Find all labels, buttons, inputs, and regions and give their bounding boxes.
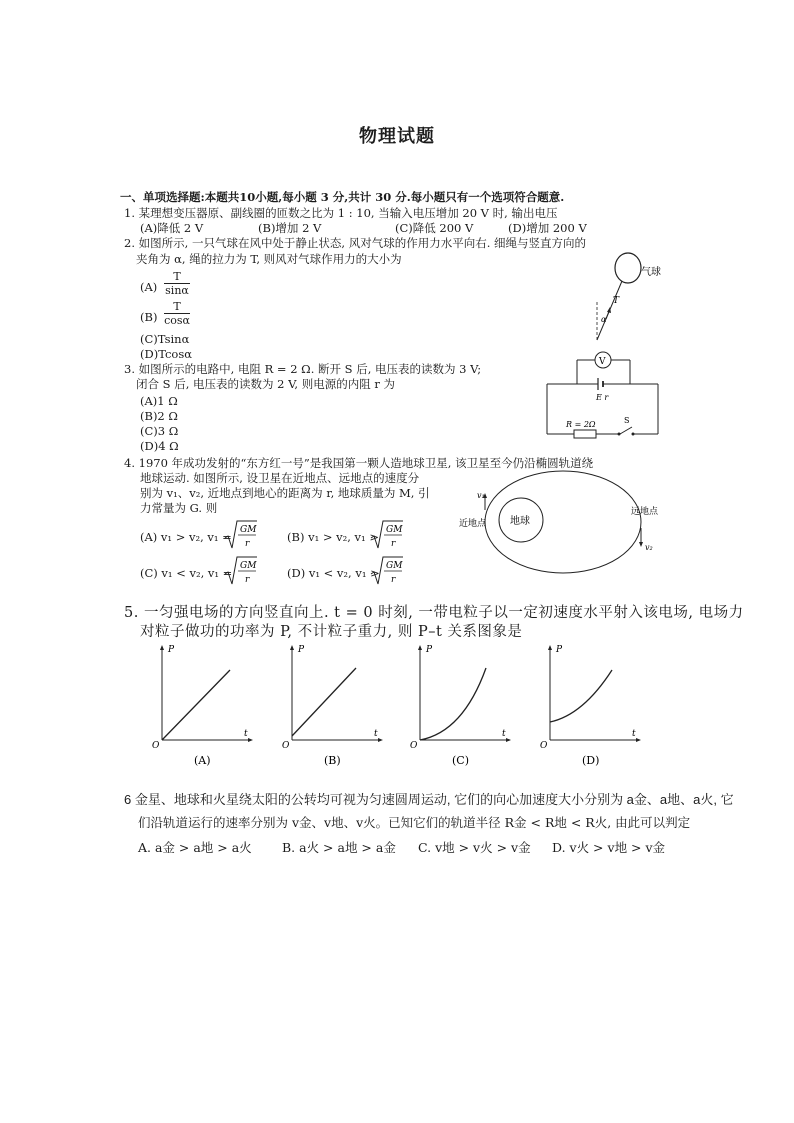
- sqrt-denominator: r: [391, 539, 396, 549]
- sqrt-icon: [370, 554, 404, 588]
- q6-stem-line1: 6 金星、地球和火星绕太阳的公转均可视为匀速圆周运动, 它们的向心加速度大小分别为 a金、a地、a火, 它: [124, 792, 734, 807]
- t-axis-label: t: [244, 729, 248, 739]
- q2-option-c: (C)Tsinα: [140, 332, 190, 346]
- q5-graph-a: [150, 640, 260, 770]
- q2-option-b-fraction: [164, 300, 190, 327]
- page-title: 物理试题: [359, 126, 435, 147]
- axis-arrow-icon: [160, 645, 164, 650]
- axis-arrow-icon: [378, 738, 383, 742]
- p-axis-label: P: [556, 645, 563, 655]
- q6-option-d: D. v火 > v地 > v金: [552, 840, 666, 855]
- v2-label: v₂: [645, 543, 653, 552]
- q6-option-a: A. a金 > a地 > a火: [138, 840, 252, 855]
- q3-stem-line1: 3. 如图所示的电路中, 电阻 R = 2 Ω. 断开 S 后, 电压表的读数为 3 V;: [124, 362, 482, 376]
- q3-option-c: (C)3 Ω: [140, 424, 179, 438]
- tension-label: T: [613, 296, 620, 306]
- balloon-label: 气球: [641, 267, 661, 278]
- switch-icon: [620, 427, 632, 434]
- q5-stem-line2: 对粒子做功的功率为 P, 不计粒子重力, 则 P–t 关系图象是: [140, 624, 523, 640]
- q3-option-b: (B)2 Ω: [140, 409, 178, 423]
- p-t-curve: [550, 670, 612, 722]
- sqrt-icon: [224, 554, 258, 588]
- resistor-label: R = 2Ω: [566, 420, 596, 429]
- sqrt-numerator: GM: [240, 525, 257, 535]
- fraction-numerator: T: [173, 270, 181, 283]
- fraction-denominator: cosα: [164, 314, 190, 327]
- sqrt-icon: [370, 518, 404, 552]
- q2-stem-line1: 2. 如图所示, 一只气球在风中处于静止状态, 风对气球的作用力水平向右. 细绳与竖直方向的: [124, 236, 587, 250]
- p-t-curve: [162, 670, 230, 740]
- orbit-ellipse: [485, 471, 641, 573]
- q5-graph-d: [538, 640, 648, 770]
- sqrt-numerator: GM: [240, 561, 257, 571]
- sqrt-denominator: r: [245, 575, 250, 585]
- q4-stem-line2: 地球运动. 如图所示, 设卫星在近地点、远地点的速度分: [140, 471, 420, 485]
- sqrt-denominator: r: [245, 539, 250, 549]
- q3-circuit-figure: [540, 350, 665, 440]
- q2-stem-line2: 夹角为 α, 绳的拉力为 T, 则风对气球作用力的大小为: [136, 252, 402, 266]
- graph-c-label: (C): [452, 754, 469, 767]
- q4-option-c: (C) v₁ < v₂, v₁ =: [140, 566, 233, 580]
- q4-orbit-figure: [455, 466, 675, 584]
- q4-stem-line3: 别为 v₁、v₂, 近地点到地心的距离为 r, 地球质量为 M, 引: [140, 486, 430, 500]
- voltmeter-label: V: [599, 357, 606, 367]
- q4-stem-line1: 4. 1970 年成功发射的“东方红一号”是我国第一颗人造地球卫星, 该卫星至今仍沿椭圆轨道绕: [124, 456, 594, 470]
- p-t-curve: [292, 668, 356, 736]
- axis-arrow-icon: [418, 645, 422, 650]
- fraction-denominator: sinα: [165, 284, 189, 297]
- sqrt-numerator: GM: [386, 561, 403, 571]
- axis-arrow-icon: [548, 645, 552, 650]
- origin-label: O: [540, 741, 548, 751]
- q5-graph-c: [408, 640, 518, 770]
- section-header: 一、单项选择题:本题共10小题,每小题 3 分,共计 30 分.每小题只有一个选项符合题意.: [120, 190, 565, 204]
- p-axis-label: P: [426, 645, 433, 655]
- t-axis-label: t: [374, 729, 378, 739]
- graph-b-label: (B): [324, 754, 341, 767]
- p-axis-label: P: [168, 645, 175, 655]
- q2-option-a-label: (A): [140, 280, 158, 294]
- q2-balloon-figure: [585, 250, 675, 345]
- battery-label: E r: [596, 393, 609, 402]
- origin-label: O: [152, 741, 160, 751]
- q3-option-d: (D)4 Ω: [140, 439, 179, 453]
- sqrt-denominator: r: [391, 575, 396, 585]
- p-t-curve: [420, 668, 486, 740]
- q3-stem-line2: 闭合 S 后, 电压表的读数为 2 V, 则电源的内阻 r 为: [136, 377, 396, 391]
- apogee-label: 远地点: [631, 507, 659, 517]
- q1-option-a: (A)降低 2 V: [140, 221, 204, 235]
- p-axis-label: P: [298, 645, 305, 655]
- t-axis-label: t: [632, 729, 636, 739]
- sqrt-icon: [224, 518, 258, 552]
- q2-option-b-label: (B): [140, 310, 158, 324]
- q4-stem-line4: 力常量为 G. 则: [140, 501, 218, 515]
- switch-label: S: [624, 416, 630, 425]
- q1-stem: 1. 某理想变压器原、副线圈的匝数之比为 1 : 10, 当输入电压增加 20 V 时, 输出电压: [124, 206, 558, 220]
- t-axis-label: t: [502, 729, 506, 739]
- origin-label: O: [282, 741, 290, 751]
- axis-arrow-icon: [248, 738, 253, 742]
- q4-option-a: (A) v₁ > v₂, v₁ =: [140, 530, 232, 544]
- q1-option-d: (D)增加 200 V: [508, 221, 587, 235]
- graph-a-label: (A): [194, 754, 211, 767]
- q6-option-b: B. a火 > a地 > a金: [282, 840, 396, 855]
- balloon-shape: [615, 253, 641, 283]
- earth-label: 地球: [510, 516, 530, 527]
- arrow-down-icon: [639, 542, 643, 547]
- graph-d-label: (D): [582, 754, 600, 767]
- axis-arrow-icon: [636, 738, 641, 742]
- q3-option-a: (A)1 Ω: [140, 394, 178, 408]
- q6-option-c: C. v地 > v火 > v金: [418, 840, 531, 855]
- q1-option-c: (C)降低 200 V: [395, 221, 474, 235]
- q1-option-b: (B)增加 2 V: [258, 221, 322, 235]
- perigee-label: 近地点: [459, 519, 487, 529]
- q5-stem-line1: 5. 一匀强电场的方向竖直向上. t = 0 时刻, 一带电粒子以一定初速度水平射入该电场, 电场力: [124, 605, 744, 621]
- resistor-icon: [574, 430, 596, 438]
- q4-option-d: (D) v₁ < v₂, v₁ >: [287, 566, 380, 580]
- q5-graph-b: [280, 640, 390, 770]
- sqrt-numerator: GM: [386, 525, 403, 535]
- q6-stem-line2: 们沿轨道运行的速率分别为 v金、v地、v火。已知它们的轨道半径 R金 < R地 < R火, 由此可以判定: [138, 815, 691, 830]
- fraction-numerator: T: [173, 300, 181, 313]
- q2-option-a-fraction: [164, 270, 190, 297]
- v1-label: v₁: [477, 491, 485, 500]
- origin-label: O: [410, 741, 418, 751]
- q4-option-b: (B) v₁ > v₂, v₁ >: [287, 530, 379, 544]
- alpha-label: α: [601, 315, 607, 324]
- axis-arrow-icon: [506, 738, 511, 742]
- q2-option-d: (D)Tcosα: [140, 347, 193, 361]
- axis-arrow-icon: [290, 645, 294, 650]
